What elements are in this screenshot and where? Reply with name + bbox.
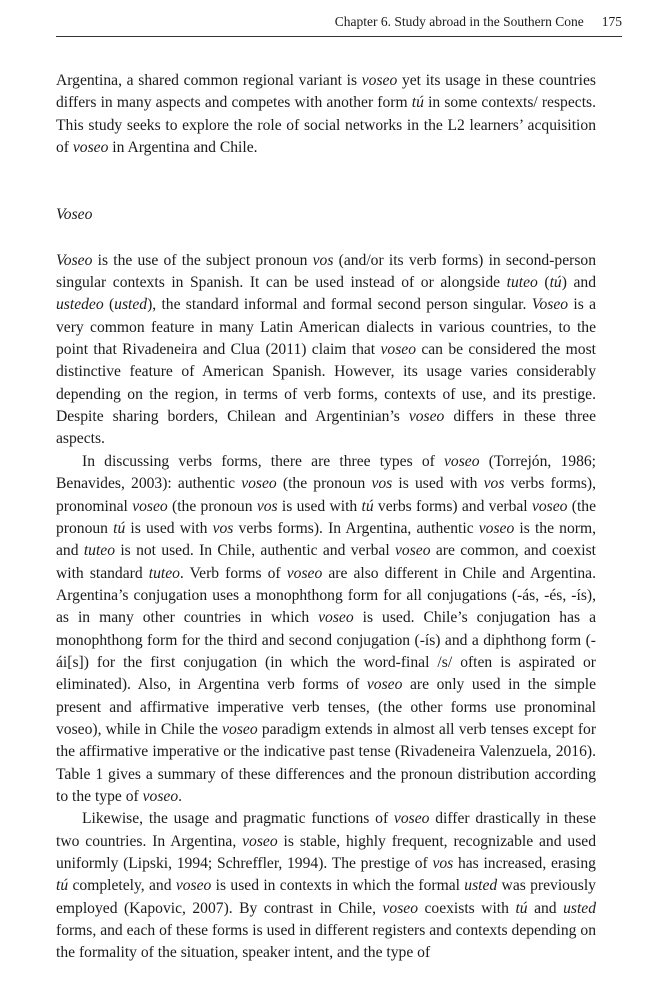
paragraph-verb-forms: In discussing verbs forms, there are three types of voseo (Torrejón, 1986; Benavides, 2003): authentic voseo (the pronoun vos is used with vos verbs forms), pronominal voseo (the pronoun vos is used with tú verbs forms) and verbal voseo (the pronoun tú is used with vos verbs forms). In Argentina, authentic voseo is the norm, and tuteo is not used. In Chile, authentic and verbal voseo are common, and coexist with standard tuteo. Verb forms of voseo are also different in Chile and Argentina. Argentina’s conjugation uses a monophthong form for all conjugations (-ás, -és, -ís), as in many other countries in which voseo is used. Chile’s conjugation has a monophthong form for the third and second conjugation (-ís) and a diphthong form (-ái[s]) for the first conjugation (in which the word-final /s/ often is aspirated or eliminated). Also, in Argentina verb forms of voseo are only used in the simple present and affirmative imperative verb tenses, (the other forms use pronominal voseo), while in Chile the voseo paradigm extends in almost all verb tenses except for the affirmative imperative or the indicative past tense (Rivadeneira Valenzuela, 2016). Table 1 gives a summary of these differences and the pronoun distribution according to the type of voseo. [56,452,597,805]
page-number: 175 [601,14,622,29]
page-body [56,70,596,965]
running-head-chapter-title: Chapter 6. Study abroad in the Southern Cone [334,14,584,29]
paragraph-usage: Likewise, the usage and pragmatic functions of voseo differ drastically in these two countries. In Argentina, voseo is stable, highly frequent, recognizable and used uniformly (Lipski, 1994; Schreffler, 1994). The prestige of vos has increased, erasing tú completely, and voseo is used in contexts in which the formal usted was previously employed (Kapovic, 2007). By contrast in Chile, voseo coexists with tú and usted forms, and each of these forms is used in different registers and contexts depending on the formality of the situation, speaker intent, and the type of [56,810,597,962]
paragraph-intro: Argentina, a shared common regional variant is voseo yet its usage in these countries differs in many aspects and competes with another form tú in some contexts/ respects. This study seeks to explore the role of social networks in the L2 learners’ acquisition of voseo in Argentina and Chile. [56,72,596,157]
paragraph-voseo-definition: Voseo is the use of the subject pronoun vos (and/or its verb forms) in second-person singular contexts in Spanish. It can be used instead of or alongside tuteo (tú) and ustedeo (usted), the standard informal and formal second person singular. Voseo is a very common feature in many Latin American dialects in various countries, to the point that Rivadeneira and Clua (2011) claim that voseo can be considered the most distinctive feature of American Spanish. However, its usage varies considerably depending on the region, in terms of verb forms, contexts of use, and its prestige. Despite sharing borders, Chilean and Argentinian’s voseo differs in these three aspects. [56,251,597,448]
running-header [56,14,622,37]
section-heading-voseo: Voseo [56,206,93,224]
